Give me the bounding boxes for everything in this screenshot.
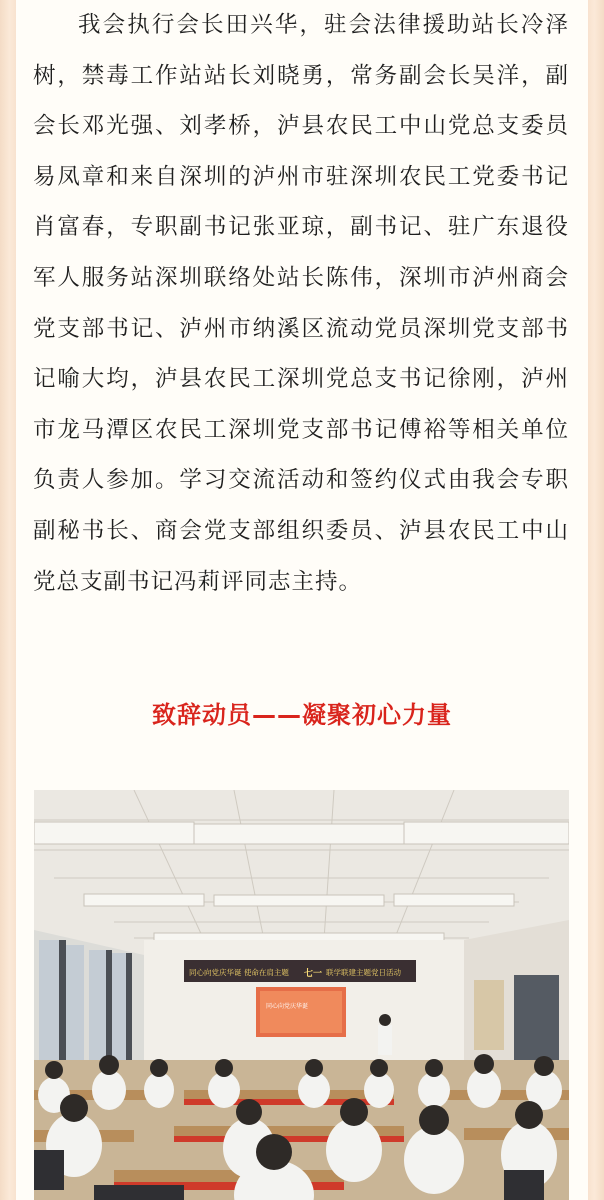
event-photo bbox=[34, 790, 569, 1200]
article-paragraph: 我会执行会长田兴华，驻会法律援助站长冷泽树，禁毒工作站站长刘晓勇，常务副会长吴洋，副会长邓光强、刘孝桥，泸县农民工中山党总支委员易凤章和来自深圳的泸州市驻深圳农民工党委书记肖富春，专职副书记张亚琼，副书记、驻广东退役军人服务站深圳联络处站长陈伟，深圳市泸州商会党支部书记、泸州市纳溪区流动党员深圳党支部书记喻大均，泸县农民工深圳党总支书记徐刚，泸州市龙马潭区农民工深圳党支部书记傅裕等相关单位负责人参加。学习交流活动和签约仪式由我会专职副秘书长、商会党支部组织委员、泸县农民工中山党总支副书记冯莉评同志主持。 bbox=[33, 12, 569, 595]
section-heading: 致辞动员——凝聚初心力量 bbox=[152, 701, 452, 729]
screen-text: 同心向党庆华诞 bbox=[266, 1003, 309, 1010]
banner-left-text: 同心向党庆华诞 使命在肩主题 bbox=[189, 968, 289, 977]
banner-center-text: 七一 bbox=[304, 969, 323, 979]
banner-right-text: 联学联建主题党日活动 bbox=[326, 968, 401, 977]
left-border-decoration bbox=[0, 0, 16, 1200]
right-border-decoration bbox=[588, 0, 604, 1200]
